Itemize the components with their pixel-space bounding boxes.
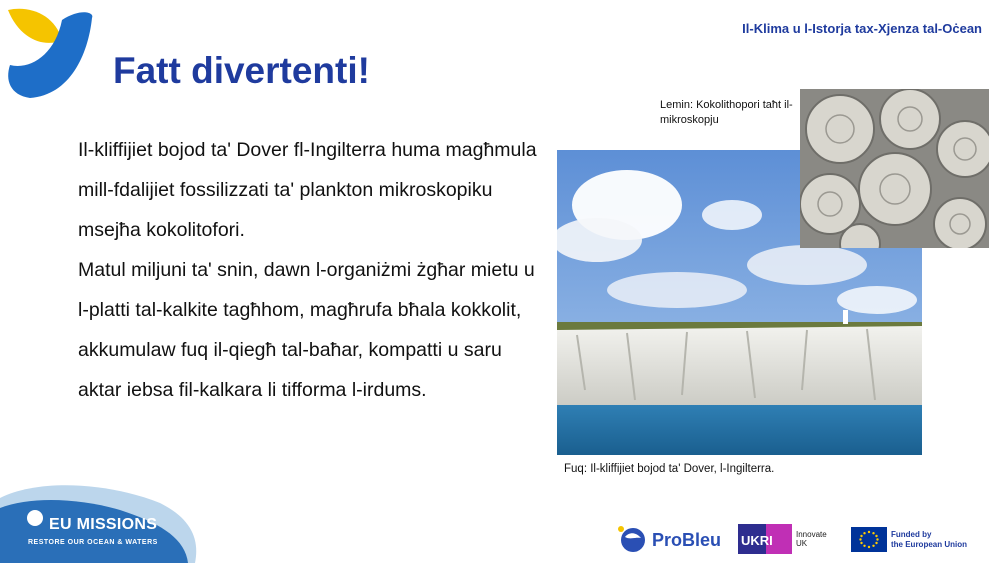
- paragraph-2: Matul miljuni ta' snin, dawn l-organiżmi żgħar mietu u l-platti tal-kalkite tagħhom, magħrufa bħala kokkolit, akkumulaw fuq il-qiegħ tal-baħar, kompatti u saru aktar iebsa fil-kalkara li tifforma l-irdums.: [78, 259, 535, 401]
- ukri-logo-text: UKRI: [741, 533, 773, 548]
- corner-logo-icon: [0, 0, 100, 100]
- funded-line-1: Funded by: [891, 530, 932, 539]
- coccolithophore-photo: [800, 89, 989, 248]
- course-title: Il-Klima u l-Istorja tax-Xjenza tal-Oċean: [742, 21, 982, 36]
- eu-flag-icon: [851, 527, 887, 552]
- probleu-label: ProBleu: [652, 530, 722, 550]
- funded-by-eu-label: [891, 530, 967, 550]
- slide-title: Fatt divertenti!: [113, 50, 370, 91]
- innovate-line-2: UK: [796, 539, 808, 548]
- caption-cliffs: Fuq: Il-kliffijiet bojod ta' Dover, l-Ingilterra.: [564, 463, 775, 475]
- body-text: [78, 130, 538, 410]
- innovate-line-1: Innovate: [796, 530, 827, 539]
- caption-microscope: Lemin: Kokolithopori taħt il-mikroskopju: [660, 99, 793, 126]
- eu-missions-title: EU MISSIONS: [49, 516, 158, 533]
- eu-missions-subtitle: RESTORE OUR OCEAN & WATERS: [28, 539, 158, 546]
- paragraph-1: Il-kliffijiet bojod ta' Dover fl-Ingilterra huma magħmula mill-fdalijiet fossilizzati ta' plankton mikroskopiku msejħa kokolitofori.: [78, 139, 537, 241]
- funded-line-2: the European Union: [891, 540, 967, 549]
- innovate-uk-label: [796, 530, 827, 548]
- ukri-logo: [738, 524, 798, 554]
